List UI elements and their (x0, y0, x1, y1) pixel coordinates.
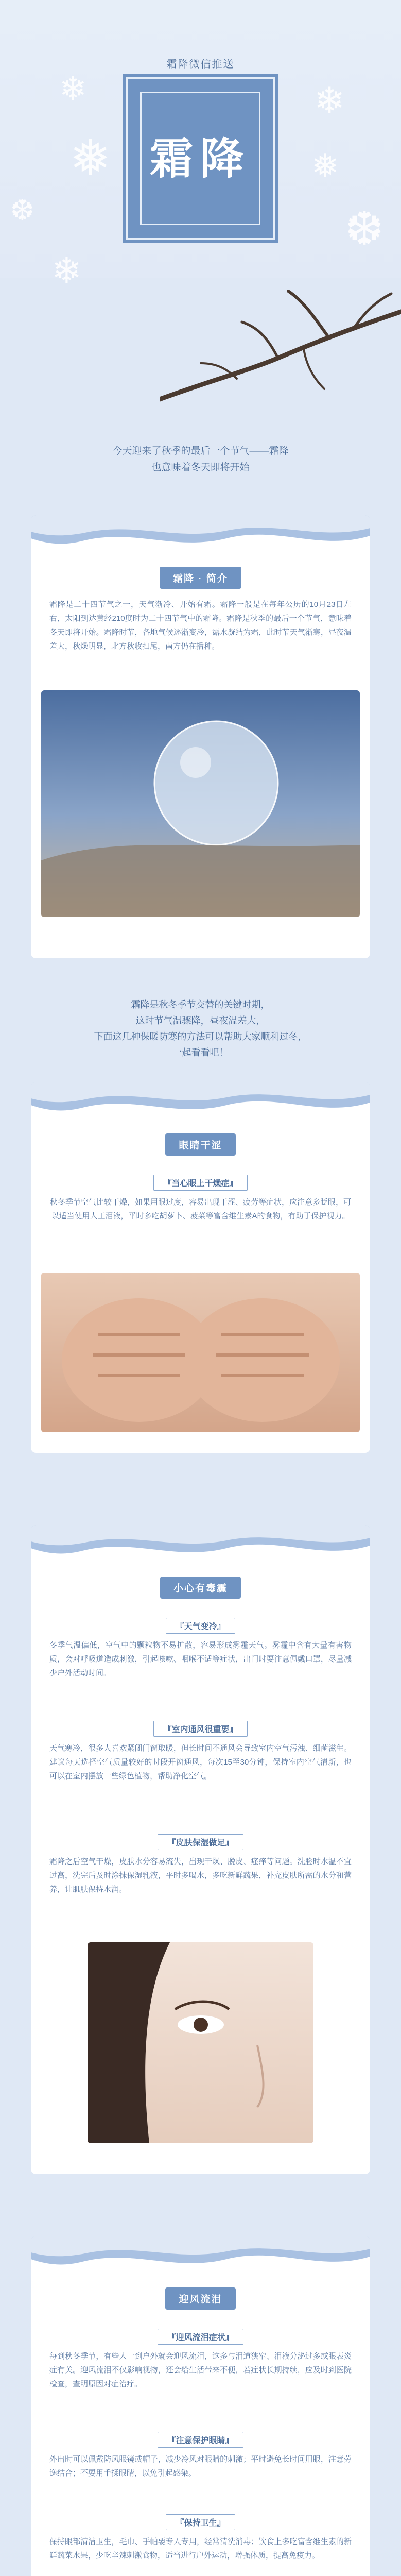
snowflake-icon: ❄ (51, 250, 82, 291)
section-text: 冬季气温偏低，空气中的颗粒物不易扩散，容易形成雾霾天气。雾霾中含有大量有害物质，会对呼吸道造成刺激，引起咳嗽、咽喉不适等症状，出门时要注意佩戴口罩，尽量减少户外活动时间。 (49, 1641, 352, 1677)
branch-illustration (160, 281, 401, 415)
snowflake-icon: ❅ (69, 131, 111, 186)
section-title-label: 霜降 · 简介 (160, 567, 241, 589)
woman-face-photo (88, 1942, 313, 2143)
section-title-label: 眼睛干涩 (165, 1133, 235, 1156)
sub-heading-label: 『室内通风很重要』 (153, 1721, 247, 1737)
section-text: 外出时可以佩戴防风眼镜或帽子，减少冷风对眼睛的刺激；平时避免长时间用眼，注意劳逸结合；不要用手揉眼睛，以免引起感染。 (49, 2455, 352, 2478)
sub-heading (31, 2514, 370, 2530)
sub-heading-label: 『迎风流泪症状』 (158, 2329, 243, 2345)
sub-heading-label: 『保持卫生』 (166, 2514, 235, 2530)
sub-heading-label: 『当心眼上干燥症』 (153, 1175, 247, 1191)
section-title (31, 1133, 370, 1156)
snowflake-icon: ❅ (311, 147, 339, 184)
bubble-image (41, 690, 360, 917)
snowflake-icon: ❄ (59, 70, 87, 107)
hands-image (41, 1273, 360, 1432)
section-title (31, 567, 370, 589)
snowflake-icon: ❄ (314, 80, 345, 122)
snowflake-icon: ❆ (10, 194, 34, 226)
wave-decoration (31, 1525, 370, 1566)
wave-decoration (31, 2236, 370, 2277)
caption-line: 这时节气温骤降，昼夜温差大， (135, 1015, 266, 1026)
caption-line: 一起看看吧！ (172, 1047, 229, 1058)
header-tag: 霜降微信推送 (166, 59, 235, 70)
section-title-label: 小心有毒霾 (160, 1577, 241, 1599)
sub-heading (31, 1721, 370, 1737)
intro-text (0, 443, 401, 476)
section-intro-card (31, 515, 370, 958)
face-image (88, 1942, 313, 2143)
sub-heading (31, 1834, 370, 1850)
sub-heading (31, 2432, 370, 2448)
section-title (31, 2287, 370, 2310)
section-tearing-card (31, 2236, 370, 2576)
intro-line: 也意味着冬天即将开始 (151, 462, 250, 473)
section-caption (0, 997, 401, 1061)
section-text: 霜降之后空气干燥，皮肤水分容易流失，出现干燥、脱皮、瘙痒等问题。洗脸时水温不宜过高，洗完后及时涂抹保湿乳液，平时多喝水，多吃新鲜蔬果，补充皮肤所需的水分和营养，让肌肤保持水润。 (49, 1857, 352, 1894)
caption-line: 下面这几种保暖防寒的方法可以帮助大家顺利过冬， (94, 1031, 307, 1042)
section-eye-dry-card (31, 1082, 370, 1453)
caption-line: 霜降是秋冬季节交替的关键时期， (131, 999, 270, 1010)
sub-heading (31, 1175, 370, 1191)
sub-heading (31, 1618, 370, 1634)
header-banner (0, 0, 401, 291)
sub-heading (31, 2329, 370, 2345)
title-frame (126, 77, 275, 240)
sub-heading-label: 『皮肤保湿做足』 (158, 1834, 243, 1850)
section-text: 霜降是二十四节气之一，天气渐冷、开始有霜。霜降一般是在每年公历的10月23日左右，太阳到达黄经210度时为二十四节气中的霜降。霜降是秋季的最后一个节气，意味着冬天即将开始。霜降时节，各地气候逐渐变冷，露水凝结为霜，此时节天气渐寒，昼夜温差大，秋燥明显，北方秋收扫尾，南方仍在播种。 (49, 600, 352, 651)
wave-decoration (31, 515, 370, 556)
snowflake-icon: ❆ (345, 204, 384, 255)
section-text: 天气寒冷，很多人喜欢紧闭门窗取暖，但长时间不通风会导致室内空气污浊、细菌滋生。建议每天选择空气质量较好的时段开窗通风，每次15至30分钟，保持室内空气清新，也可以在室内摆放一些绿色植物，帮助净化空气。 (49, 1744, 352, 1781)
page-title: 霜降 (149, 132, 251, 184)
section-smog-card (31, 1525, 370, 2174)
sub-heading-label: 『注意保护眼睛』 (158, 2432, 243, 2448)
sub-heading-label: 『天气变冷』 (166, 1618, 235, 1634)
rubbing-eyes-photo (41, 1273, 360, 1432)
section-title (31, 1577, 370, 1599)
intro-line: 今天迎来了秋季的最后一个节气——霜降 (112, 446, 289, 456)
wave-decoration (31, 1082, 370, 1123)
frozen-bubble-photo (41, 690, 360, 917)
section-text: 每到秋冬季节，有些人一到户外就会迎风流泪，这多与泪道狭窄、泪液分泌过多或眼表炎症有关。迎风流泪不仅影响视物，还会给生活带来不便，若症状长期持续，应及时到医院检查，查明原因对症治疗。 (49, 2352, 352, 2388)
section-title-label: 迎风流泪 (165, 2287, 235, 2310)
section-text: 保持眼部清洁卫生，毛巾、手帕要专人专用，经常清洗消毒；饮食上多吃富含维生素的新鲜蔬菜水果，少吃辛辣刺激食物，适当进行户外运动，增强体质，提高免疫力。 (49, 2537, 352, 2560)
section-text: 秋冬季节空气比较干燥，如果用眼过度，容易出现干涩、疲劳等症状，应注意多眨眼，可以适当使用人工泪液，平时多吃胡萝卜、菠菜等富含维生素A的食物，有助于保护视力。 (49, 1198, 351, 1221)
